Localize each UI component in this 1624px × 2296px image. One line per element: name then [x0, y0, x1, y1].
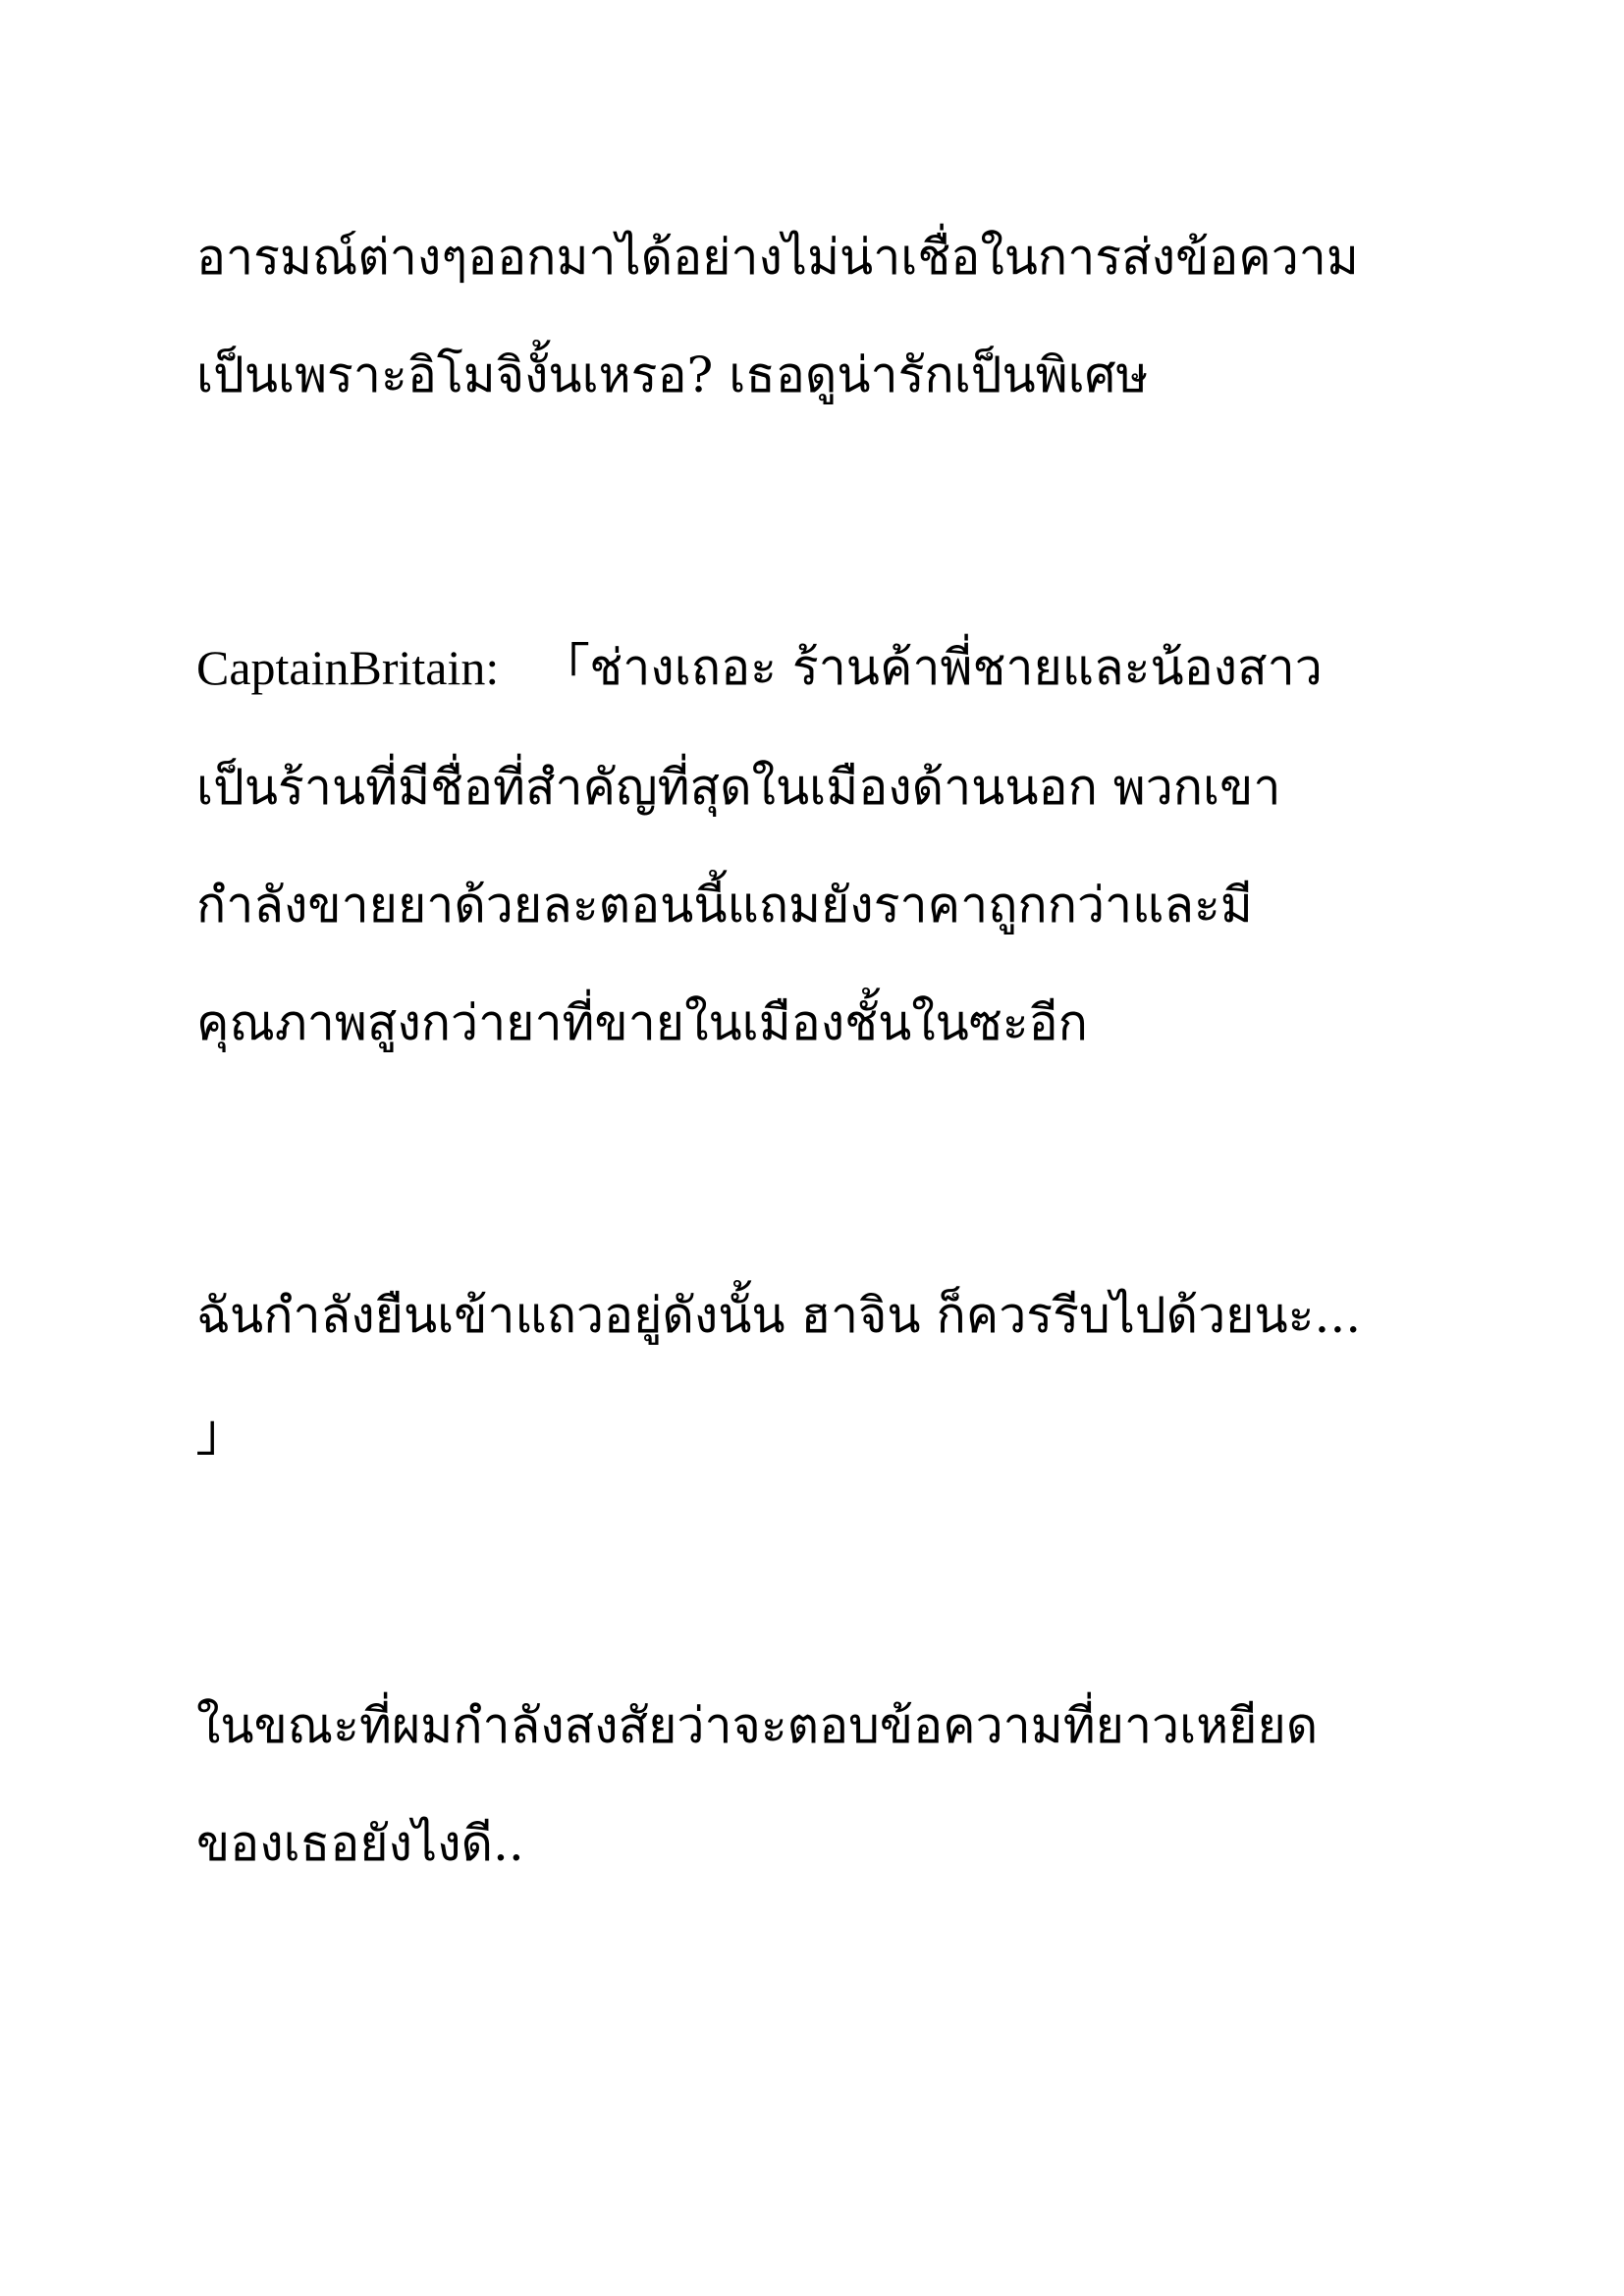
paragraph-1-line-2: เป็นเพราะอิโมจิงั้นเหรอ? เธอดูน่ารักเป็นพิเศษ	[196, 347, 1149, 403]
dialogue-first-line	[196, 628, 1447, 707]
paragraph-3-line-1: ฉันกำลังยืนเข้าแถวอยู่ดังนั้น ฮาจิน ก็ควรรีบไปด้วยนะ...	[196, 1287, 1362, 1344]
dialogue-line-2: เป็นร้านที่มีชื่อที่สำคัญที่สุดในเมืองด้านนอก พวกเขา	[196, 759, 1281, 816]
close-quote-bracket: 」	[196, 1405, 245, 1462]
paragraph-1-line-1: อารมณ์ต่างๆออกมาได้อย่างไม่น่าเชื่อในการส่งข้อความ	[196, 229, 1359, 286]
dialogue-line-1-text: ช่างเถอะ ร้านค้าพี่ชายและน้องสาว	[589, 639, 1323, 696]
speaker-name: CaptainBritain:	[196, 640, 500, 695]
open-quote-bracket: 「	[540, 639, 590, 696]
dialogue-line-4: คุณภาพสูงกว่ายาที่ขายในเมืองชั้นในซะอีก	[196, 994, 1088, 1051]
paragraph-3-close-line	[196, 1394, 1447, 1472]
dialogue-line-3: กำลังขายยาด้วยละตอนนี้แถมยังราคาถูกกว่าและมี	[196, 877, 1253, 934]
paragraph-4-line-1: ในขณะที่ผมกำลังสงสัยว่าจะตอบข้อความที่ยาวเหยียด	[196, 1697, 1319, 1754]
paragraph-4-line-2: ของเธอยังไงดี..	[196, 1815, 524, 1872]
